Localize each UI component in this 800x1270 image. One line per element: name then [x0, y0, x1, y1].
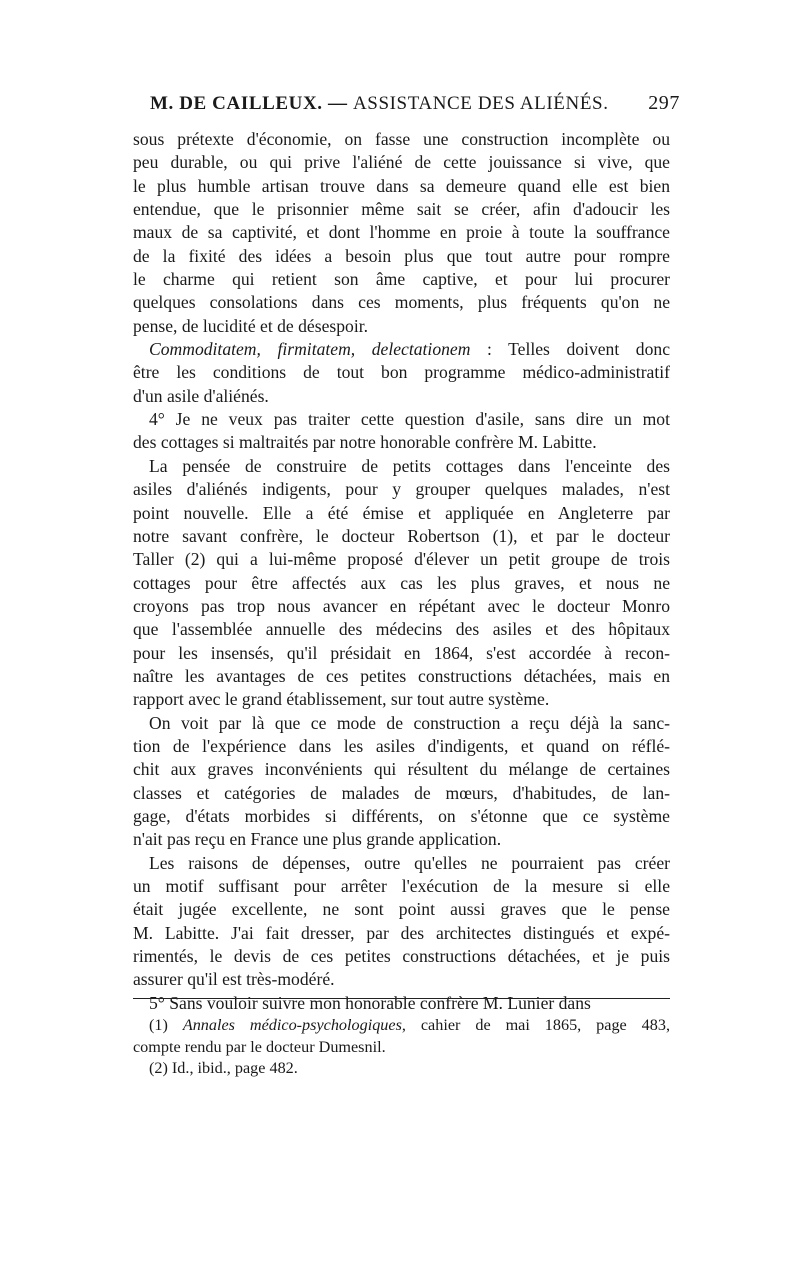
- running-header: [150, 92, 680, 122]
- paragraph: [133, 852, 670, 992]
- italic-phrase: Commoditatem, firmitatem, delectationem: [149, 339, 471, 360]
- text-line: [133, 338, 670, 361]
- text-line: [133, 735, 670, 758]
- text-line: [133, 151, 670, 174]
- text-line: [133, 128, 670, 151]
- footnote-continuation: compte rendu par le docteur Dumesnil.: [133, 1037, 386, 1056]
- text-line: [133, 758, 670, 781]
- line-text: être les conditions de tout bon programme médico-administratif: [133, 362, 670, 383]
- paragraph: [133, 712, 670, 852]
- footnote-marker: (2): [149, 1059, 172, 1077]
- text-line: [133, 665, 670, 688]
- line-text: Taller (2) qui a lui-même proposé d'élever un petit groupe de trois: [133, 549, 670, 570]
- footnote-text: , cahier de mai 1865, page 483,: [401, 1016, 671, 1034]
- footnote-line: [133, 1015, 670, 1037]
- line-text: entendue, que le prisonnier même sait se créer, afin d'adoucir les: [133, 199, 670, 220]
- line-text: sous prétexte d'économie, on fasse une construction incomplète ou: [133, 129, 670, 149]
- line-text: des cottages si maltraités par notre honorable confrère M. Labitte.: [133, 432, 597, 453]
- text-line: [133, 408, 670, 431]
- text-line: [133, 291, 670, 314]
- line-text: rimentés, le devis de ces petites constructions détachées, et je puis: [133, 946, 670, 967]
- running-title-separator: —: [327, 93, 348, 114]
- line-text: gage, d'états morbides si différents, on s'étonne que ce système: [133, 805, 670, 826]
- text-line: [133, 431, 670, 454]
- line-text: que l'assemblée annuelle des médecins des asiles et des hôpitaux: [133, 619, 670, 640]
- line-text: de la fixité des idées a besoin plus que tout autre pour rompre: [133, 245, 670, 266]
- line-text: tion de l'expérience dans les asiles d'indigents, et quand on réflé-: [133, 735, 670, 756]
- body-text: [133, 128, 670, 1015]
- text-line: [133, 642, 670, 665]
- line-text: naître les avantages de ces petites constructions détachées, mais en: [133, 665, 670, 686]
- line-text: le charme qui retient son âme captive, et pour lui procurer: [133, 269, 670, 290]
- text-line: [133, 782, 670, 805]
- text-line: [133, 688, 670, 711]
- text-line: [133, 805, 670, 828]
- line-text: quelques consolations dans ces moments, plus fréquents qu'on ne: [133, 292, 670, 313]
- footnote: [133, 1058, 670, 1080]
- text-line: [133, 548, 670, 571]
- text-line: [133, 572, 670, 595]
- text-line: [133, 945, 670, 968]
- text-line: [133, 385, 670, 408]
- running-title-author: M. DE CAILLEUX.: [150, 93, 323, 114]
- line-text: notre savant confrère, le docteur Robertson (1), et par le docteur: [133, 525, 670, 546]
- line-text: Les raisons de dépenses, outre qu'elles ne pourraient pas créer: [149, 852, 670, 873]
- line-text: chit aux graves inconvénients qui résultent du mélange de certaines: [133, 759, 670, 780]
- line-text: croyons pas trop nous avancer en répétant avec le docteur Monro: [133, 595, 670, 616]
- line-text: assurer qu'il est très-modéré.: [133, 969, 335, 990]
- text-line: [133, 198, 670, 221]
- text-line: [133, 898, 670, 921]
- page-number: 297: [648, 92, 680, 114]
- text-line: [133, 455, 670, 478]
- paragraph: [133, 338, 670, 408]
- paragraph: [133, 992, 670, 1015]
- text-line: [133, 175, 670, 198]
- text-line: [133, 852, 670, 875]
- text-line: [133, 992, 670, 1015]
- line-text: pour les insensés, qu'il présidait en 1864, s'est accordée à recon-: [133, 642, 670, 663]
- text-line: [133, 221, 670, 244]
- line-text: un motif suffisant pour arrêter l'exécution de la mesure si elle: [133, 876, 670, 896]
- line-text: classes et catégories de malades de mœurs, d'habitudes, de lan-: [133, 782, 670, 803]
- text-line: [133, 875, 670, 898]
- line-text: La pensée de construire de petits cottages dans l'enceinte des: [149, 455, 670, 476]
- text-line: [133, 502, 670, 525]
- text-line: [133, 595, 670, 618]
- footnote-line: [133, 1058, 670, 1080]
- line-text: 5° Sans vouloir suivre mon honorable confrère M. Lunier dans: [149, 992, 591, 1013]
- line-text: asiles d'aliénés indigents, pour y grouper quelques malades, n'est: [133, 479, 670, 500]
- line-text: le plus humble artisan trouve dans sa demeure quand elle est bien: [133, 175, 670, 196]
- footnote-rule: [133, 998, 670, 999]
- line-text: M. Labitte. J'ai fait dresser, par des architectes distingués et expé-: [133, 922, 670, 943]
- text-line: [133, 245, 670, 268]
- paragraph: [133, 128, 670, 338]
- line-text: 4° Je ne veux pas traiter cette question d'asile, sans dire un mot: [149, 409, 670, 430]
- footnote-journal-title: Annales médico-psychologiques: [182, 1016, 402, 1034]
- text-line: [133, 478, 670, 501]
- line-text: n'ait pas reçu en France une plus grande application.: [133, 829, 502, 850]
- text-line: [133, 828, 670, 851]
- text-line: [133, 361, 670, 384]
- footnote-marker: (1): [149, 1016, 183, 1034]
- running-title: [150, 93, 609, 115]
- line-text: : Telles doivent donc: [470, 339, 670, 360]
- text-line: [133, 618, 670, 641]
- line-text: peu durable, ou qui prive l'aliéné de cette jouissance si vive, que: [133, 152, 670, 173]
- line-text: cottages pour être affectés aux cas les plus graves, et nous ne: [133, 572, 670, 593]
- running-title-subject: ASSISTANCE DES ALIÉNÉS.: [352, 93, 609, 114]
- text-line: [133, 968, 670, 991]
- text-line: [133, 525, 670, 548]
- text-line: [133, 268, 670, 291]
- paragraph: [133, 408, 670, 455]
- line-text: On voit par là que ce mode de construction a reçu déjà la sanc-: [149, 712, 670, 733]
- text-line: [133, 922, 670, 945]
- line-text: d'un asile d'aliénés.: [133, 385, 269, 406]
- line-text: pense, de lucidité et de désespoir.: [133, 315, 368, 336]
- text-line: [133, 315, 670, 338]
- paragraph: [133, 455, 670, 712]
- footnote-text: Id., ibid., page 482.: [171, 1059, 298, 1077]
- line-text: maux de sa captivité, et dont l'homme en proie à toute la souffrance: [133, 222, 670, 243]
- footnote: [133, 1015, 670, 1058]
- footnotes: [133, 1015, 670, 1080]
- text-line: [133, 712, 670, 735]
- line-text: était jugée excellente, ne sont point aussi graves que le pense: [133, 899, 670, 920]
- line-text: point nouvelle. Elle a été émise et appliquée en Angleterre par: [133, 502, 670, 523]
- line-text: rapport avec le grand établissement, sur tout autre système.: [133, 689, 550, 710]
